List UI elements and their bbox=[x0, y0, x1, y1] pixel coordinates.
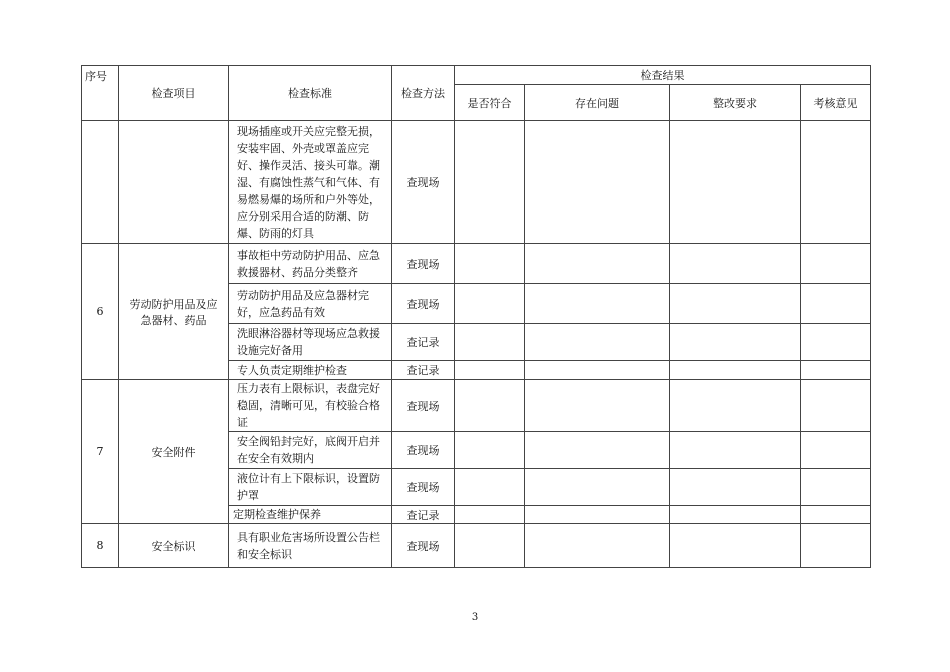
table-row bbox=[82, 524, 871, 568]
opinion-cell bbox=[801, 469, 871, 506]
standard-cell: 定期检查维护保养 bbox=[229, 506, 392, 524]
opinion-cell bbox=[801, 432, 871, 469]
standard-cell: 专人负责定期维护检查 bbox=[229, 361, 392, 380]
method-cell: 查现场 bbox=[392, 469, 455, 506]
rectify-cell bbox=[670, 469, 801, 506]
method-cell: 查现场 bbox=[392, 121, 455, 244]
opinion-cell bbox=[801, 506, 871, 524]
page-number: 3 bbox=[471, 612, 479, 623]
opinion-cell bbox=[801, 361, 871, 380]
problem-cell bbox=[525, 469, 670, 506]
opinion-cell bbox=[801, 524, 871, 568]
rectify-cell bbox=[670, 284, 801, 324]
item-cell: 安全附件 bbox=[119, 380, 229, 524]
rectify-cell bbox=[670, 244, 801, 284]
table-row bbox=[82, 121, 871, 244]
rectify-cell bbox=[670, 432, 801, 469]
method-cell: 查现场 bbox=[392, 524, 455, 568]
problem-cell bbox=[525, 244, 670, 284]
conform-cell bbox=[455, 380, 525, 432]
method-cell: 查现场 bbox=[392, 432, 455, 469]
item-cell: 劳动防护用品及应急器材、药品 bbox=[119, 244, 229, 380]
rectify-cell bbox=[670, 380, 801, 432]
seq-cell bbox=[82, 121, 119, 244]
method-cell: 查记录 bbox=[392, 506, 455, 524]
opinion-cell bbox=[801, 284, 871, 324]
header-item: 检查项目 bbox=[119, 66, 229, 121]
header-rectify: 整改要求 bbox=[670, 85, 801, 121]
method-cell: 查现场 bbox=[392, 244, 455, 284]
header-seq: 序号 bbox=[82, 66, 119, 121]
conform-cell bbox=[455, 506, 525, 524]
problem-cell bbox=[525, 324, 670, 361]
item-cell: 安全标识 bbox=[119, 524, 229, 568]
method-cell: 查记录 bbox=[392, 324, 455, 361]
header-problem: 存在问题 bbox=[525, 85, 670, 121]
seq-cell: 7 bbox=[82, 380, 119, 524]
method-cell: 查现场 bbox=[392, 284, 455, 324]
table-row bbox=[82, 244, 871, 284]
standard-cell: 劳动防护用品及应急器材完好，应急药品有效 bbox=[229, 284, 392, 324]
problem-cell bbox=[525, 361, 670, 380]
problem-cell bbox=[525, 284, 670, 324]
seq-cell: 8 bbox=[82, 524, 119, 568]
conform-cell bbox=[455, 432, 525, 469]
rectify-cell bbox=[670, 506, 801, 524]
standard-cell: 洗眼淋浴器材等现场应急救援设施完好备用 bbox=[229, 324, 392, 361]
rectify-cell bbox=[670, 324, 801, 361]
header-method: 检查方法 bbox=[392, 66, 455, 121]
opinion-cell bbox=[801, 244, 871, 284]
header-conform: 是否符合 bbox=[455, 85, 525, 121]
header-result: 检查结果 bbox=[455, 66, 871, 85]
item-cell bbox=[119, 121, 229, 244]
seq-cell: 6 bbox=[82, 244, 119, 380]
conform-cell bbox=[455, 361, 525, 380]
inspection-table bbox=[81, 65, 871, 568]
problem-cell bbox=[525, 432, 670, 469]
opinion-cell bbox=[801, 121, 871, 244]
conform-cell bbox=[455, 244, 525, 284]
standard-cell: 具有职业危害场所设置公告栏和安全标识 bbox=[229, 524, 392, 568]
problem-cell bbox=[525, 121, 670, 244]
method-cell: 查现场 bbox=[392, 380, 455, 432]
conform-cell bbox=[455, 524, 525, 568]
conform-cell bbox=[455, 324, 525, 361]
conform-cell bbox=[455, 121, 525, 244]
conform-cell bbox=[455, 469, 525, 506]
standard-cell: 液位计有上下限标识，设置防护罩 bbox=[229, 469, 392, 506]
rectify-cell bbox=[670, 524, 801, 568]
opinion-cell bbox=[801, 324, 871, 361]
header-standard: 检查标准 bbox=[229, 66, 392, 121]
opinion-cell bbox=[801, 380, 871, 432]
rectify-cell bbox=[670, 121, 801, 244]
standard-cell: 安全阀铅封完好，底阀开启并在安全有效期内 bbox=[229, 432, 392, 469]
problem-cell bbox=[525, 506, 670, 524]
table-row bbox=[82, 380, 871, 432]
conform-cell bbox=[455, 284, 525, 324]
rectify-cell bbox=[670, 361, 801, 380]
standard-cell: 事故柜中劳动防护用品、应急救援器材、药品分类整齐 bbox=[229, 244, 392, 284]
problem-cell bbox=[525, 524, 670, 568]
problem-cell bbox=[525, 380, 670, 432]
standard-cell: 压力表有上限标识，表盘完好稳固，清晰可见，有校验合格证 bbox=[229, 380, 392, 432]
header-opinion: 考核意见 bbox=[801, 85, 871, 121]
standard-cell: 现场插座或开关应完整无损，安装牢固、外壳或罩盖应完好、操作灵活、接头可靠。潮湿、有腐蚀性蒸气和气体、有易燃易爆的场所和户外等处，应分别采用合适的防潮、防爆、防雨的灯具 bbox=[229, 121, 392, 244]
method-cell: 查记录 bbox=[392, 361, 455, 380]
